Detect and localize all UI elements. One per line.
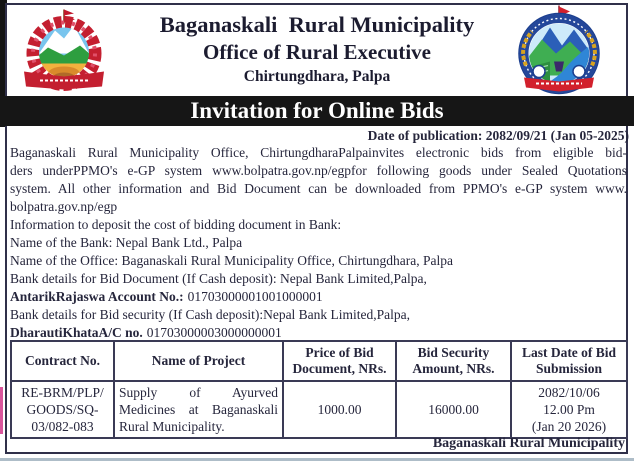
dharauti-account-number: 01703000003000000001: [146, 325, 282, 340]
rajaswa-account-label: AntarikRajaswa Account No.:: [10, 289, 184, 304]
scan-artifact-bottom-line: [0, 458, 634, 461]
last-date-line: (Jan 20 2026): [531, 419, 607, 434]
notice-body: [10, 144, 627, 342]
document-header: [112, 11, 522, 87]
office-name-line: Name of the Office: Baganaskali Rural Municipality Office, Chirtungdhara, Palpa: [10, 253, 453, 268]
intro-line: ders underPPMO's e-GP system www.bolpatra.gov.np/egpfor following goods under Sealed Quotations: [10, 163, 627, 178]
municipality-title: Baganaskali Rural Municipality: [159, 12, 475, 37]
bank-info-line: Information to deposit the cost of bidding document in Bank:: [10, 217, 342, 232]
last-date-line: 2082/10/06: [538, 385, 600, 400]
intro-line: bolpatra.gov.np/egp: [10, 199, 118, 214]
col-header-bid-price: Price of Bid Document, NRs.: [283, 341, 396, 381]
table-row: [11, 381, 627, 438]
publication-date: Date of publication: 2082/09/21 (Jan 05-2025): [367, 128, 629, 143]
intro-line: system. All other information and Bid Document can be downloaded from PPMO's e-GP system www.: [10, 181, 627, 196]
bid-security-cell: 16000.00: [396, 381, 511, 438]
rajaswa-account-number: 01703000001001000001: [187, 289, 323, 304]
col-header-bid-security: Bid Security Amount, NRs.: [396, 341, 511, 381]
contract-no-line: RE-BRM/PLP/: [21, 385, 104, 400]
bid-document-bank-line: Bank details for Bid Document (If Cash deposit): Nepal Bank Limited,Palpa,: [10, 271, 427, 286]
intro-line: Baganaskali Rural Municipality Office, ChirtungdharaPalpainvites electronic bids from eligible bid-: [10, 145, 627, 160]
address-line: Chirtungdhara, Palpa: [243, 68, 391, 85]
rajaswa-account-line: [10, 288, 627, 306]
bid-price-cell: 1000.00: [283, 381, 396, 438]
project-name-cell: Supply of Ayurved Medicines at Baganaskali Rural Municipality.: [114, 381, 283, 438]
scan-artifact-pink-line: [0, 387, 3, 434]
col-header-contract-no: Contract No.: [11, 341, 114, 381]
contract-no-line: GOODS/SQ-: [26, 402, 99, 417]
dharauti-account-label: DharautiKhataA/C no.: [10, 325, 143, 340]
bid-security-bank-line: Bank details for Bid security (If Cash deposit):Nepal Bank Limited,Palpa,: [10, 307, 411, 322]
office-title: Office of Rural Executive: [202, 40, 432, 64]
notice-banner: [0, 96, 634, 126]
contract-no-cell: [11, 381, 114, 438]
last-date-line: 12.00 Pm: [543, 402, 595, 417]
baganaskali-municipality-seal-icon: [506, 5, 612, 96]
last-date-cell: [511, 381, 627, 438]
col-header-project-name: Name of Project: [114, 341, 283, 381]
signature-line: Baganaskali Rural Municipality: [432, 436, 625, 451]
bank-name-line: Name of the Bank: Nepal Bank Ltd., Palpa: [10, 235, 243, 250]
nepal-government-emblem-icon: [18, 7, 110, 94]
col-header-last-date: Last Date of Bid Submission: [511, 341, 627, 381]
contract-no-line: 03/082-083: [31, 419, 94, 434]
bid-table-header-row: [11, 341, 627, 381]
bid-table: [10, 340, 628, 439]
banner-title: Invitation for Online Bids: [190, 98, 444, 123]
